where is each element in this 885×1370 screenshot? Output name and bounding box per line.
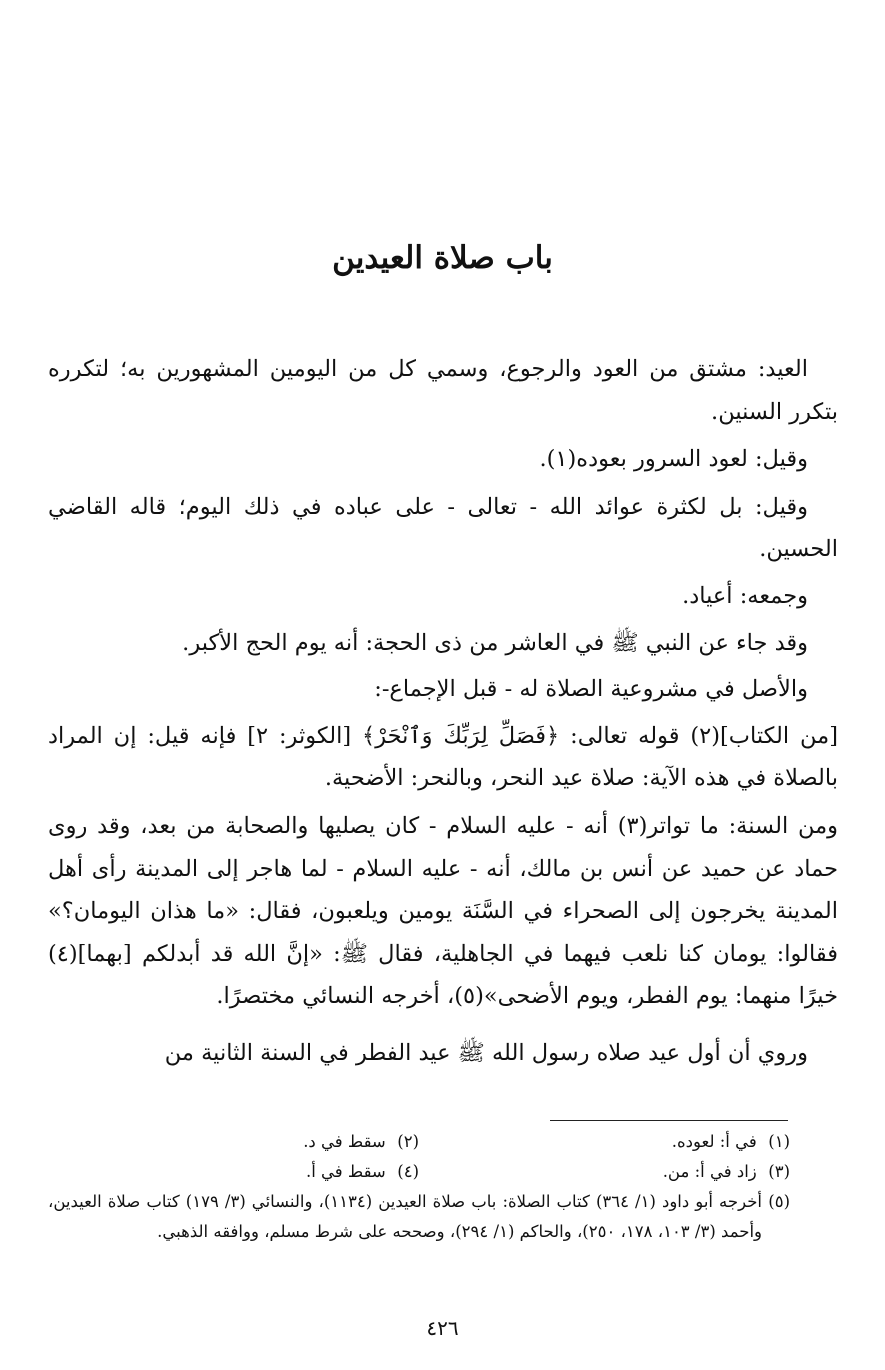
- paragraph-eid-definition: العيد: مشتق من العود والرجوع، وسمي كل من اليومين المشهورين به؛ لتكرره بتكرر السنين.: [48, 356, 838, 425]
- paragraph-plural: وجمعه: أعياد.: [682, 582, 808, 609]
- footnote-5: [48, 1187, 790, 1247]
- page-number: ٤٢٦: [426, 1316, 459, 1340]
- chapter-title: باب صلاة العيدين: [332, 240, 553, 276]
- footnotes: [48, 1127, 790, 1247]
- paragraph-hajj-akbar: وقد جاء عن النبي ﷺ في العاشر من ذى الحجة: أنه يوم الحج الأكبر.: [182, 629, 808, 656]
- footnote-text: أخرجه أبو داود (١/ ٣٦٤) كتاب الصلاة: باب صلاة العيدين (١١٣٤)، والنسائي (٣/ ١٧٩) كتاب صلاة العيدين، وأحمد (٣/ ١٠٣، ١٧٨، ٢٥٠)، والحاكم (١/ ٢٩٤)، وصححه على شرط مسلم، ووافقه الذهبي.: [48, 1192, 762, 1241]
- footnote-text: سقط في أ.: [305, 1162, 386, 1181]
- paragraph-sunnah-evidence: ومن السنة: ما تواتر(٣) أنه - عليه السلام - كان يصليها والصحابة من بعد، وقد روى حماد عن حميد عن أنس بن مالك، أنه - عليه السلام - لما هاجر إلى المدينة رأى أهل المدينة يخرجون إلى الصحراء في السَّنَة يومين ويلعبون، فقال: «ما هذان اليومان؟» فقالوا: يومان كنا نلعب فيهما في الجاهلية، فقال ﷺ: «إنَّ الله قد أبدلكم [بهما](٤) خيرًا منهما: يوم الفطر، ويوم الأضحى»(٥)، أخرجه النسائي مختصرًا.: [48, 812, 838, 1010]
- footnote-separator: [550, 1120, 788, 1121]
- footnote-text: في أ: لعوده.: [671, 1132, 757, 1151]
- footnote-row-1: [48, 1127, 790, 1157]
- paragraph-opinion-1: وقيل: لعود السرور بعوده(١).: [539, 446, 808, 473]
- footnote-4: [48, 1157, 419, 1187]
- footnote-text: زاد في أ: من.: [662, 1162, 757, 1181]
- footnote-number: (١): [768, 1132, 790, 1151]
- footnote-row-2: [48, 1157, 790, 1187]
- footnote-text: سقط في د.: [303, 1132, 386, 1151]
- footnote-number: (٥): [768, 1192, 790, 1211]
- footnote-number: (٣): [768, 1162, 790, 1181]
- footnote-2: [48, 1127, 419, 1157]
- footnote-3: [419, 1157, 790, 1187]
- footnote-number: (٢): [397, 1132, 419, 1151]
- main-text: [48, 348, 838, 1075]
- footnote-1: [419, 1127, 790, 1157]
- footnote-number: (٤): [397, 1162, 419, 1181]
- paragraph-opinion-2: وقيل: بل لكثرة عوائد الله - تعالى - على عباده في ذلك اليوم؛ قاله القاضي الحسين.: [48, 493, 838, 563]
- paragraph-quran-evidence: [من الكتاب](٢) قوله تعالى: ﴿فَصَلِّ لِرَبِّكَ وَٱنْحَرْ﴾ [الكوثر: ٢] فإنه قيل: إن المراد بالصلاة في هذه الآية: صلاة عيد النحر، وبالنحر: الأضحية.: [48, 722, 838, 792]
- paragraph-legitimacy: والأصل في مشروعية الصلاة له - قبل الإجماع-:: [374, 676, 808, 703]
- paragraph-first-eid: وروي أن أول عيد صلاه رسول الله ﷺ عيد الفطر في السنة الثانية من: [164, 1039, 808, 1066]
